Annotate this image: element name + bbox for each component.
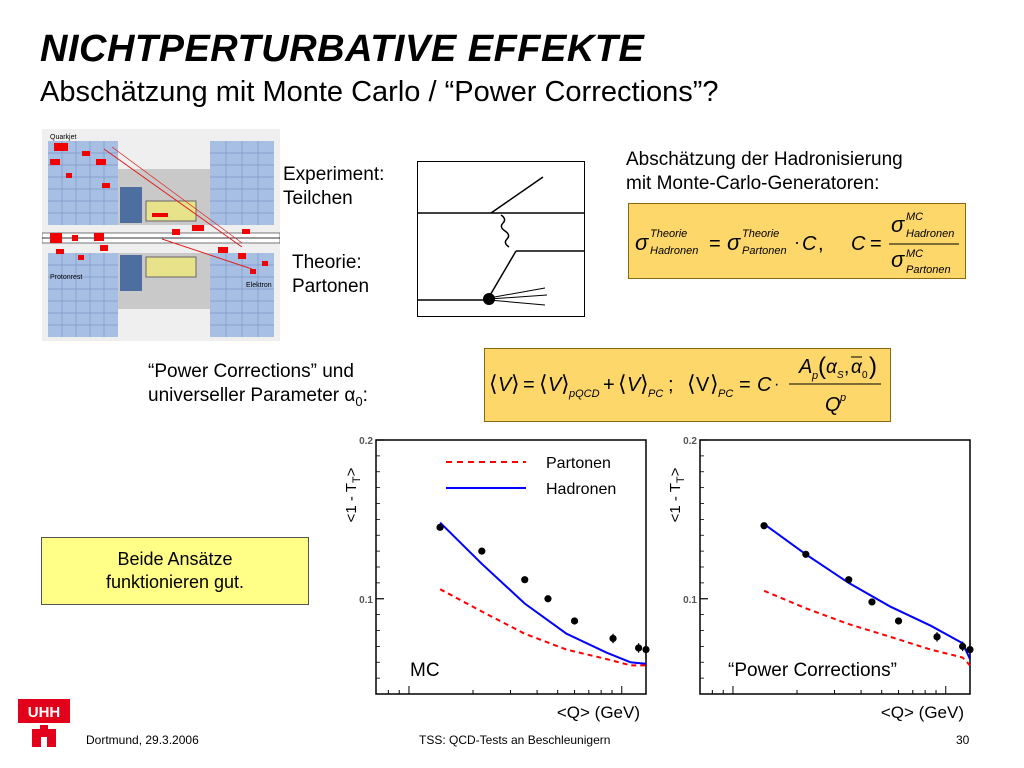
data-point [933, 633, 940, 640]
data-point [642, 646, 649, 653]
svg-text:=: = [870, 233, 882, 255]
plot-frame [376, 440, 646, 694]
f2-alpha-s-sub: S [837, 370, 844, 381]
f1-num-sup: MC [906, 211, 924, 223]
power-corrections-text [148, 360, 368, 414]
f2-v2: V [548, 374, 562, 396]
svg-text:=: = [709, 233, 721, 255]
f2-alpha-s: α [826, 357, 837, 378]
data-point [802, 551, 809, 558]
f2-c: C [757, 374, 772, 396]
hadronization-text-line1: Abschätzung der Hadronisierung [626, 149, 903, 170]
data-point [521, 576, 528, 583]
theory-label-line2: Partonen [292, 276, 370, 297]
svg-text:;: ; [668, 374, 674, 396]
chart-power-corrections [662, 432, 982, 728]
y-axis-label: $<1 - T_T>$ [667, 467, 687, 523]
f1-c-left: C [802, 233, 817, 255]
svg-text:σ: σ [727, 230, 741, 255]
f1-sigma-h-sup: Theorie [650, 228, 688, 240]
y-tick-label: 0.1 [359, 594, 373, 606]
f1-den-sub: Partonen [906, 264, 951, 276]
svg-text:⟩: ⟩ [511, 371, 520, 396]
x-axis-label: <Q> (GeV) [556, 703, 640, 722]
svg-text:⟨: ⟨ [489, 371, 498, 396]
f2-alpha-0: α [851, 357, 862, 378]
f2-sub-pqcd: pQCD [569, 388, 600, 400]
svg-text:(: ( [818, 353, 826, 380]
f2-num-a: A [799, 356, 813, 378]
uhh-logo-text: UHH [27, 704, 61, 721]
conclusion-note-line1: Beide Ansätze [117, 549, 233, 569]
svg-text:σ: σ [891, 212, 905, 237]
svg-text:): ) [869, 353, 877, 380]
f2-sub-pc1: PC [648, 388, 664, 400]
data-point [436, 524, 443, 531]
slide-title: NICHTPERTURBATIVE EFFEKTE [40, 28, 645, 70]
svg-text:·: · [794, 232, 800, 252]
f2-sub-pc2: PC [718, 388, 734, 400]
experiment-label-line1: Experiment: [283, 164, 385, 185]
f1-den-sup: MC [906, 248, 924, 260]
slide-subtitle: Abschätzung mit Monte Carlo / “Power Corrections”? [40, 76, 719, 108]
data-point [868, 598, 875, 605]
svg-text:⟨: ⟨ [618, 371, 627, 396]
svg-text:⟨: ⟨ [687, 371, 696, 396]
svg-text:·: · [774, 376, 780, 393]
f1-num-sub: Hadronen [906, 228, 955, 240]
svg-text:⟨: ⟨ [539, 371, 548, 396]
svg-text:σ: σ [891, 247, 905, 272]
plot-frame [700, 440, 970, 694]
detector-label-quarkjet: Quarkjet [50, 134, 77, 141]
data-point [609, 635, 616, 642]
f2-den-q-sup: p [840, 392, 847, 404]
data-point [544, 595, 551, 602]
footer-date: Dortmund, 29.3.2006 [86, 733, 199, 747]
theory-label [292, 251, 369, 299]
y-tick-label: 0.2 [683, 436, 697, 447]
y-axis-label: $<1 - T_T>$ [343, 467, 363, 523]
hadronization-text [626, 148, 903, 196]
f1-sigma-p-sup: Theorie [742, 228, 780, 240]
legend-label: Partonen [546, 455, 611, 472]
svg-text:⟩: ⟩ [561, 371, 570, 396]
svg-text:,: , [818, 233, 824, 255]
panel-label: “Power Corrections” [728, 660, 897, 681]
detector-event-display [42, 129, 280, 341]
conclusion-note [41, 537, 309, 605]
theory-label-line1: Theorie: [292, 252, 362, 273]
f2-v1: V [498, 374, 512, 396]
detector-label-elektron: Elektron [246, 282, 272, 289]
conclusion-note-line2: funktionieren gut. [105, 572, 245, 592]
x-axis-label: <Q> (GeV) [880, 703, 964, 722]
f1-sigma-p-sub: Partonen [742, 245, 787, 257]
footer-center: TSS: QCD-Tests an Beschleunigern [419, 733, 611, 747]
data-point [966, 646, 973, 653]
f2-v3: V [627, 374, 641, 396]
formula-hadronization [628, 203, 966, 279]
f2-v4: V [696, 374, 710, 396]
f1-c-right: C [851, 233, 866, 255]
svg-text:⟩: ⟩ [710, 371, 719, 396]
feynman-diagram [417, 161, 585, 317]
experiment-label [283, 163, 384, 211]
panel-label: MC [410, 660, 440, 681]
power-corrections-line1: “Power Corrections” und [148, 361, 354, 382]
formula-power-corrections [484, 348, 891, 422]
data-point [895, 617, 902, 624]
svg-text:⟩: ⟩ [640, 371, 649, 396]
data-point [760, 522, 767, 529]
uhh-logo [18, 699, 70, 751]
svg-text:=: = [739, 374, 751, 396]
f2-alpha-0-sub: 0 [862, 370, 868, 381]
data-point [635, 644, 642, 651]
footer-page-number: 30 [956, 733, 970, 747]
data-point [845, 576, 852, 583]
svg-text:+: + [603, 374, 615, 396]
f2-num-a-sub: p [812, 370, 819, 382]
experiment-label-line2: Teilchen [283, 188, 353, 209]
svg-text:=: = [523, 374, 535, 396]
y-tick-label: 0.2 [359, 436, 373, 447]
f2-den-q: Q [825, 394, 841, 416]
chart-mc [338, 432, 658, 728]
f1-sigma-h-sub: Hadronen [650, 245, 699, 257]
power-corrections-line2: universeller Parameter $\alpha_0$: [148, 385, 368, 409]
svg-text:σ: σ [635, 230, 649, 255]
data-point [571, 617, 578, 624]
legend-label: Hadronen [546, 481, 617, 498]
svg-text:,: , [844, 357, 850, 378]
y-tick-label: 0.1 [683, 594, 697, 606]
detector-label-protonrest: Protonrest [50, 274, 83, 281]
hadronization-text-line2: mit Monte-Carlo-Generatoren: [626, 173, 880, 194]
data-point [959, 643, 966, 650]
data-point [478, 548, 485, 555]
